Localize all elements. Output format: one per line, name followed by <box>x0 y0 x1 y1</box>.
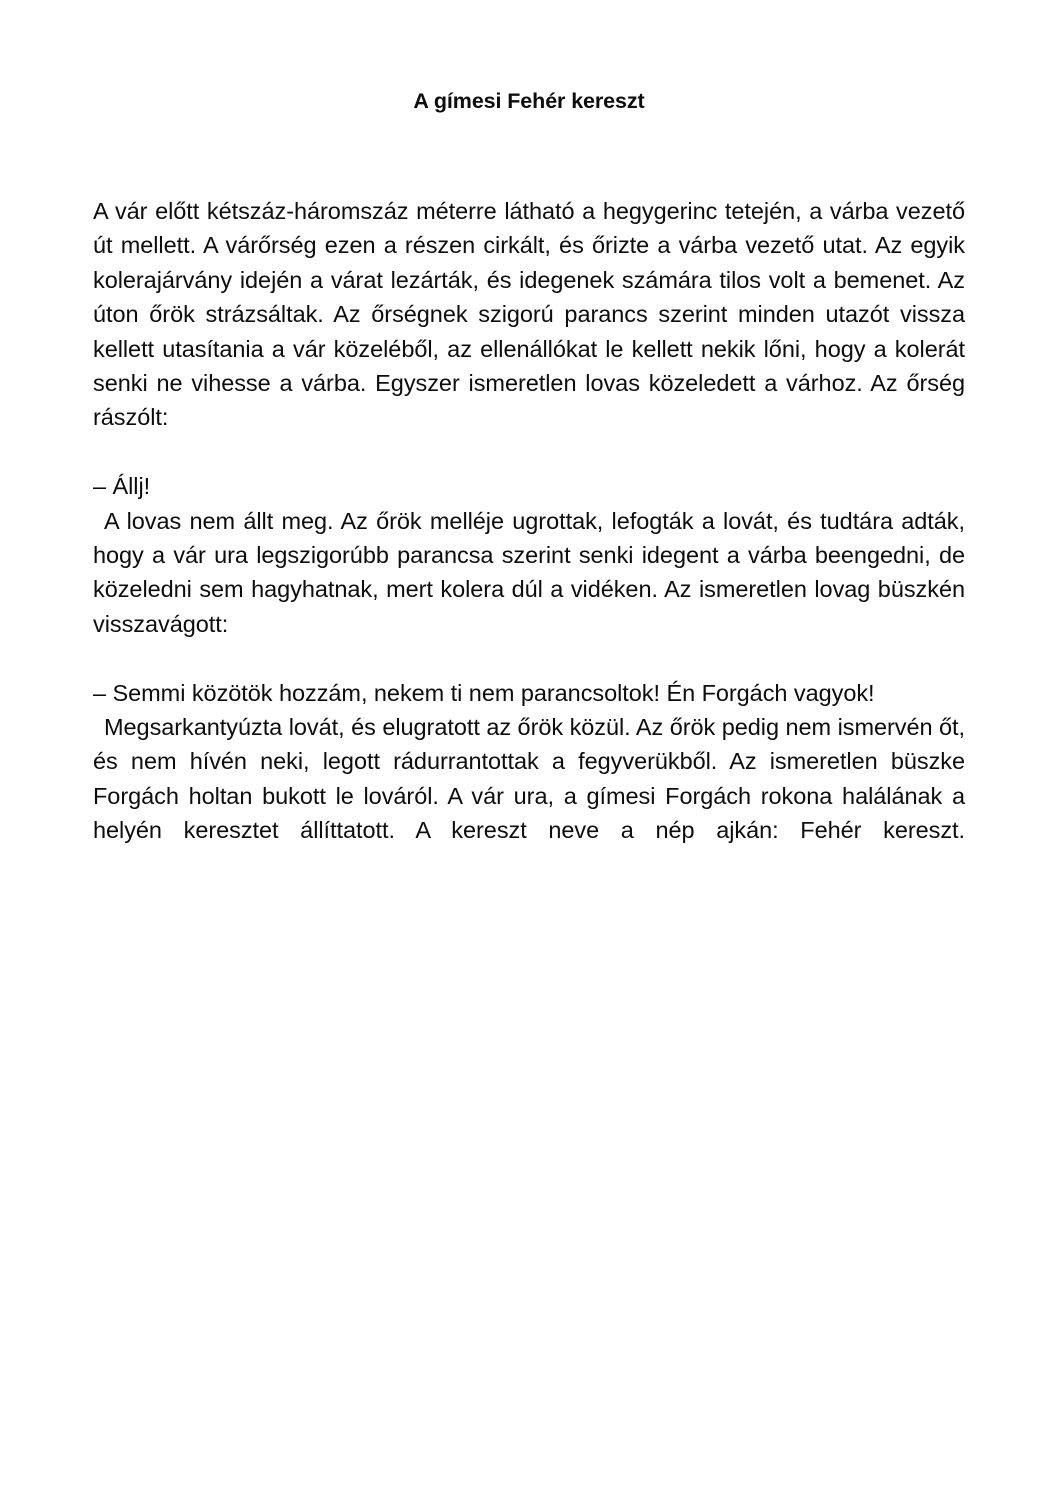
paragraph-3: Megsarkantyúzta lovát, és elugratott az őrök közül. Az őrök pedig nem ismervén őt, és nem hívén neki, legott rádurrantottak a fegyverükből. Az ismeretlen büszke Forgách holtan bukott le lováról. A vár ura, a gímesi Forgách rokona halálának a helyén keresztet állíttatott. A kereszt neve a nép ajkán: Fehér kereszt. <box>93 714 965 844</box>
document-content <box>93 88 965 882</box>
title-body-spacer <box>93 116 965 194</box>
page-title: A gímesi Fehér kereszt <box>413 89 645 113</box>
paragraph-1: A vár előtt kétszáz-háromszáz méterre látható a hegygerinc tetején, a várba vezető út mellett. A várőrség ezen a részen cirkált, és őrizte a várba vezető utat. Az egyik kolerajárvány idején a várat lezárták, és idegenek számára tilos volt a bemenet. Az úton őrök strázsáltak. Az őrségnek szigorú parancs szerint minden utazót vissza kellett utasítania a vár közeléből, az ellenállókat le kellett nekik lőni, hogy a kolerát senki ne vihesse a várba. Egyszer ismeretlen lovas közeledett a várhoz. Az őrség rászólt: <box>93 197 965 431</box>
dialogue-line-2: – Semmi közötök hozzám, nekem ti nem parancsoltok! Én Forgách vagyok! <box>93 679 875 706</box>
dialogue-line-1: – Állj! <box>93 473 151 500</box>
paragraph-2: A lovas nem állt meg. Az őrök melléje ugrottak, lefogták a lovát, és tudtára adták, hogy a vár ura legszigorúbb parancsa szerint senki idegent a várba beengedni, de közeledni sem hagyhatnak, mert kolera dúl a vidéken. Az ismeretlen lovag büszkén visszavágott: <box>93 507 965 637</box>
body-text <box>93 194 965 882</box>
